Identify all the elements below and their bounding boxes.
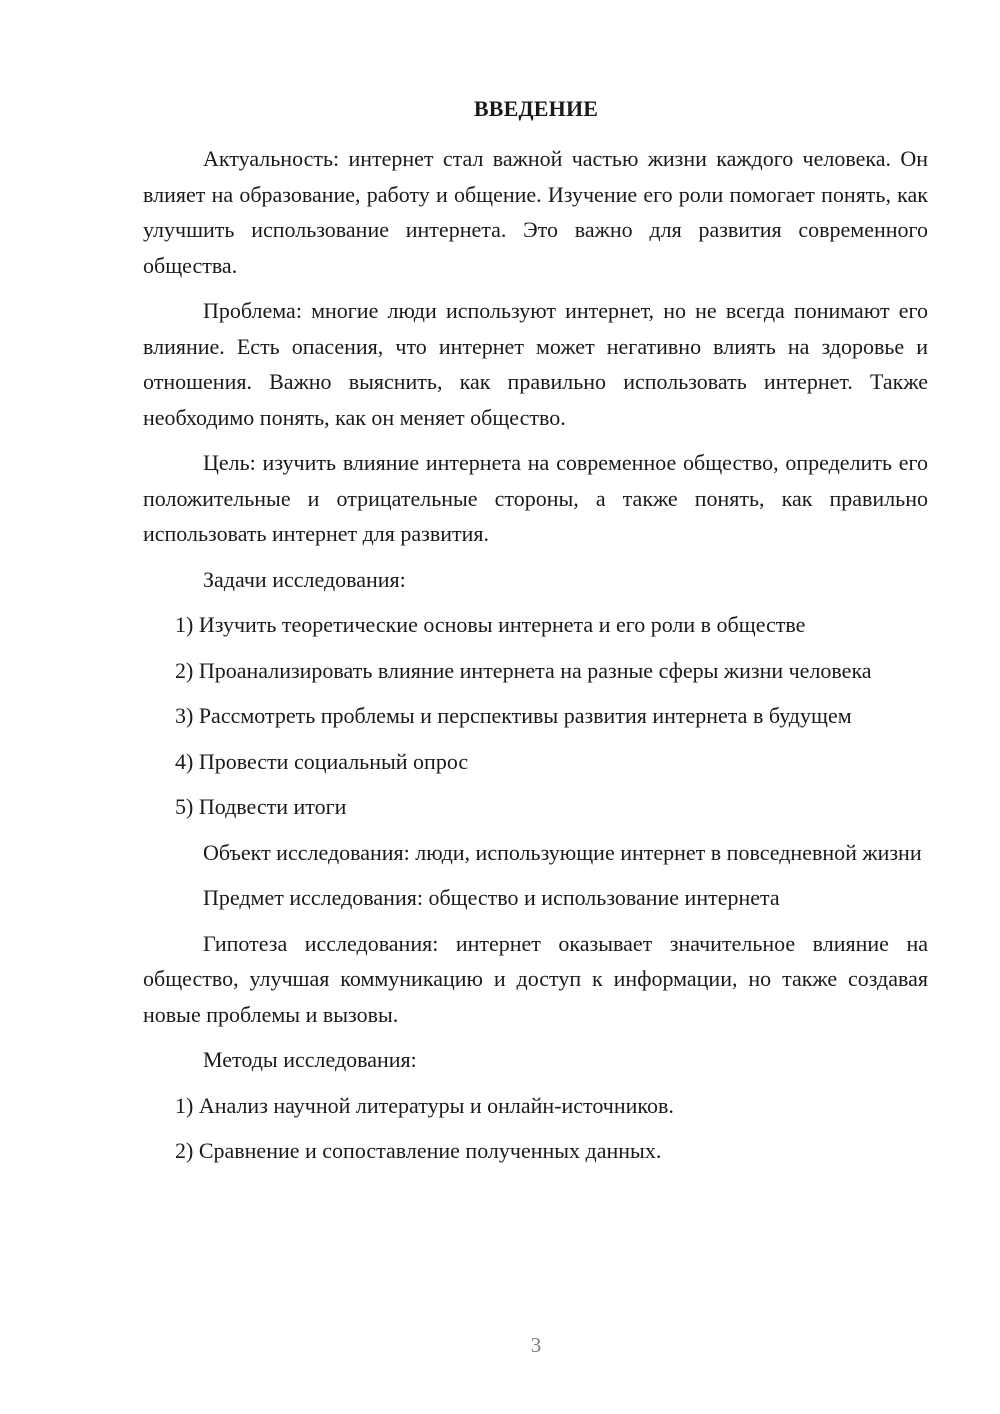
method-item-2: 2) Сравнение и сопоставление полученных данных.	[175, 1138, 662, 1163]
methods-heading: Методы исследования:	[203, 1047, 417, 1072]
paragraph-subject: Предмет исследования: общество и использование интернета	[203, 885, 780, 910]
task-item-3: 3) Рассмотреть проблемы и перспективы развития интернета в будущем	[175, 703, 852, 728]
paragraph-relevance: Актуальность: интернет стал важной частью жизни каждого человека. Он влияет на образование, работу и общение. Изучение его роли помогает понять, как улучшить использование интернета. Это важно для развития современного общества.	[143, 146, 928, 278]
task-item-5: 5) Подвести итоги	[175, 794, 347, 819]
task-item-2: 2) Проанализировать влияние интернета на разные сферы жизни человека	[175, 657, 872, 683]
method-item-1: 1) Анализ научной литературы и онлайн-источников.	[175, 1092, 674, 1118]
paragraph-problem: Проблема: многие люди используют интернет, но не всегда понимают его влияние. Есть опасения, что интернет может негативно влиять на здоровье и отношения. Важно выяснить, как правильно использовать интернет. Также необходимо понять, как он меняет общество.	[143, 298, 928, 430]
section-title: ВВЕДЕНИЕ	[473, 96, 599, 121]
paragraph-hypothesis: Гипотеза исследования: интернет оказывает значительное влияние на общество, улучшая коммуникацию и доступ к информации, но также создавая новые проблемы и вызовы.	[143, 930, 928, 1027]
task-item-4: 4) Провести социальный опрос	[175, 748, 469, 774]
paragraph-goal: Цель: изучить влияние интернета на современное общество, определить его положительные и отрицательные стороны, а также понять, как правильно использовать интернет для развития.	[143, 450, 928, 546]
task-item-1: 1) Изучить теоретические основы интернета и его роли в обществе	[175, 612, 806, 637]
tasks-heading: Задачи исследования:	[203, 566, 406, 592]
page-number: 3	[530, 1333, 542, 1357]
body-text	[143, 141, 928, 1179]
paragraph-object: Объект исследования: люди, использующие интернет в повседневной жизни	[203, 839, 922, 865]
